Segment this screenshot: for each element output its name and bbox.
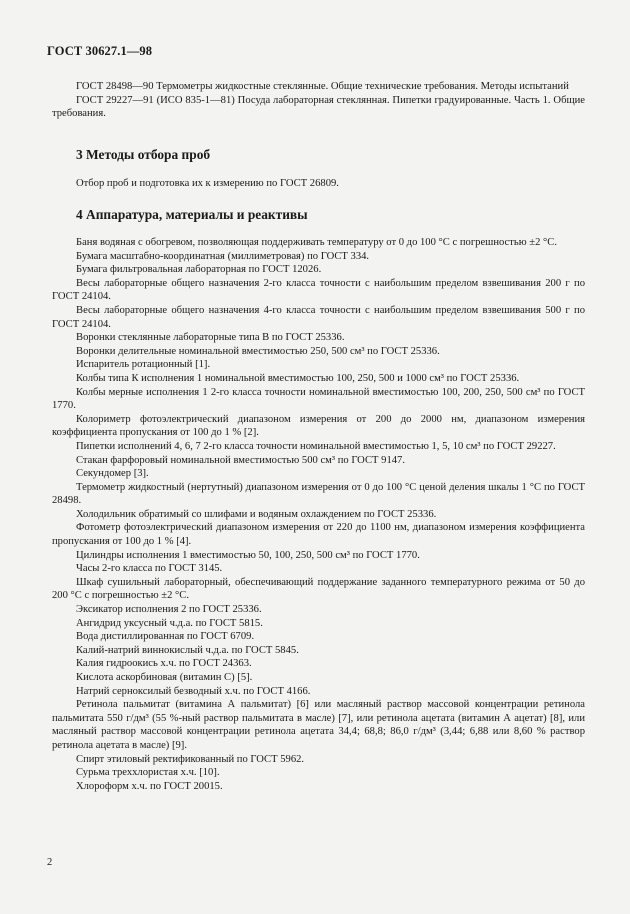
list-item: Секундомер [3]. [76,468,149,480]
list-item: Часы 2-го класса по ГОСТ 3145. [76,563,223,575]
list-item: Натрий серноксилый безводный х.ч. по ГОСТ 4166. [76,685,311,697]
list-item: Шкаф сушильный лабораторный, обеспечивающий поддержание заданного температурного режима от 50 до 200 °С с погрешностью ±2 °С. [52,576,585,602]
list-item: Колбы типа К исполнения 1 номинальной вместимостью 100, 250, 500 и 1000 см³ по ГОСТ 25336. [76,372,520,384]
list-item: Бумага масштабно-координатная (миллиметровая) по ГОСТ 334. [76,250,370,262]
list-item: Термометр жидкостный (нертутный) диапазоном измерения от 0 до 100 °С ценой деления шкалы 1 °С по ГОСТ 28498. [52,481,585,507]
list-item: Воронки делительные номинальной вместимостью 250, 500 см³ по ГОСТ 25336. [76,345,440,357]
list-item: Бумага фильтровальная лабораторная по ГОСТ 12026. [76,264,322,276]
list-item: Весы лабораторные общего назначения 2-го класса точности с наибольшим пределом взвешивания 200 г по ГОСТ 24104. [52,277,585,303]
list-item: Сурьма треххлористая х.ч. [10]. [76,767,220,779]
list-item: Фотометр фотоэлектрический диапазоном измерения от 220 до 1100 нм, диапазоном измерения коэффициента пропускания от 100 до 1 % [4]. [52,522,585,548]
list-item: Вода дистиллированная по ГОСТ 6709. [76,631,255,643]
list-item: Холодильник обратимый со шлифами и водяным охлаждением по ГОСТ 25336. [76,508,437,520]
reference-item: ГОСТ 28498—90 Термометры жидкостные стеклянные. Общие технические требования. Методы испытаний [76,81,569,92]
list-item: Цилиндры исполнения 1 вместимостью 50, 100, 250, 500 см³ по ГОСТ 1770. [76,549,420,561]
section-3-text: Отбор проб и подготовка их к измерению по ГОСТ 26809. [76,178,339,189]
list-item: Спирт этиловый ректификованный по ГОСТ 5962. [76,753,305,765]
list-item: Воронки стеклянные лабораторные типа В по ГОСТ 25336. [76,332,345,344]
page-number: 2 [47,857,53,868]
list-item: Калия гидроокись х.ч. по ГОСТ 24363. [76,658,252,670]
list-item: Ретинола пальмитат (витамина А пальмитат) [6] или масляный раствор массовой концентрации ретинола пальмитата 550 г/дм³ (55 %-ный раствор пальмитата в масле) [7], или ретинола ацетата (витамин А ацетат) [8], или масляный раствор массовой концентрации ретинола ацетата 34,4; 68,8; 86,0 г/дм³ (3,44; 6,88 или 8,60 % раствор ретинола ацетата в масле) [9]. [52,699,585,751]
reference-item: ГОСТ 29227—91 (ИСО 835-1—81) Посуда лабораторная стеклянная. Пипетки градуированные. Часть 1. Общие требования. [52,94,585,120]
list-item: Весы лабораторные общего назначения 4-го класса точности с наибольшим пределом взвешивания 500 г по ГОСТ 24104. [52,304,585,330]
list-item: Колориметр фотоэлектрический диапазоном измерения от 200 до 2000 нм, диапазоном измерения коэффициента пропускания от 100 до 1 % [2]. [52,413,585,439]
document-header: ГОСТ 30627.1—98 [47,44,153,58]
list-item: Калий-натрий виннокислый ч.д.а. по ГОСТ 5845. [76,644,299,656]
list-item: Колбы мерные исполнения 1 2-го класса точности номинальной вместимостью 100, 200, 250, 500 см³ по ГОСТ 1770. [52,386,585,412]
list-item: Стакан фарфоровый номинальной вместимостью 500 см³ по ГОСТ 9147. [76,454,405,466]
section-4-title: 4 Аппаратура, материалы и реактивы [76,207,308,222]
section-4-list [52,236,585,793]
list-item: Ангидрид уксусный ч.д.а. по ГОСТ 5815. [76,617,263,629]
normative-references [52,80,585,121]
list-item: Кислота аскорбиновая (витамин С) [5]. [76,672,253,683]
list-item: Баня водяная с обогревом, позволяющая поддерживать температуру от 0 до 100 °С с погрешностью ±2 °С. [76,237,557,248]
list-item: Испаритель ротационный [1]. [76,359,211,371]
list-item: Пипетки исполнений 4, 6, 7 2-го класса точности номинальной вместимостью 1, 5, 10 см³ по ГОСТ 29227. [76,440,556,452]
section-3-title: 3 Методы отбора проб [76,147,211,162]
list-item: Хлороформ х.ч. по ГОСТ 20015. [76,780,223,792]
section-3-body [52,177,585,191]
list-item: Эксикатор исполнения 2 по ГОСТ 25336. [76,604,262,616]
